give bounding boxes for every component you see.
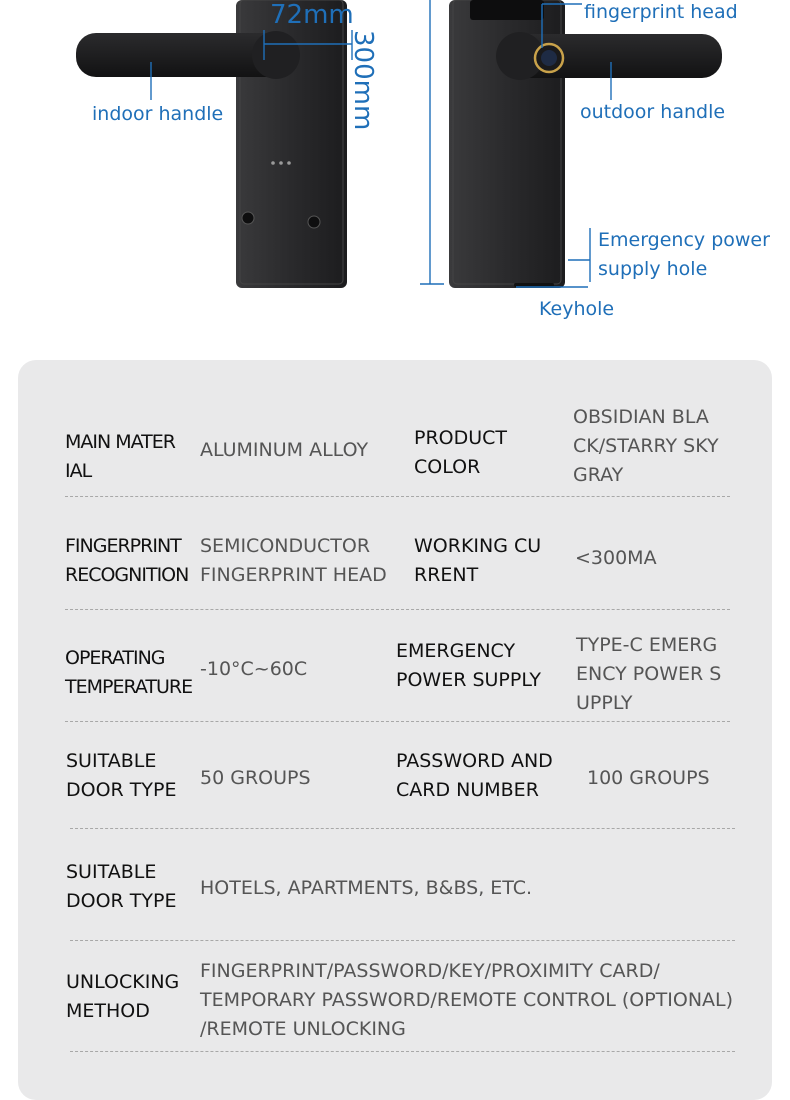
- product-color-value: OBSIDIAN BLA CK/STARRY SKY GRAY: [573, 406, 719, 486]
- fingerprint-head-callout: fingerprint head: [584, 1, 738, 23]
- emergency-power-supply-value: TYPE-C EMERG ENCY POWER S UPPLY: [576, 634, 722, 714]
- indoor-handle: [76, 31, 300, 79]
- indicator-dot: [271, 161, 275, 165]
- suitable-door-type-2-label: SUITABLE DOOR TYPE: [66, 861, 177, 912]
- working-current-value: <300MA: [575, 547, 657, 569]
- row-separator: [65, 496, 730, 497]
- outdoor-handle-callout: outdoor handle: [580, 101, 726, 123]
- fingerprint-recognition-value: SEMICONDUCTOR FINGERPRINT HEAD: [200, 535, 387, 586]
- suitable-door-type-value: 50 GROUPS: [200, 767, 311, 789]
- operating-temperature-label: OPERATING TEMPERATURE: [65, 647, 193, 698]
- product-color-label: PRODUCT COLOR: [414, 427, 508, 478]
- row-separator: [70, 940, 735, 941]
- row-separator: [65, 609, 730, 610]
- working-current-label: WORKING CU RRENT: [414, 535, 542, 586]
- screw-hole: [242, 212, 254, 224]
- screw-hole: [308, 216, 320, 228]
- operating-temperature-value: -10°C~60C: [200, 658, 308, 680]
- row-separator: [70, 1051, 735, 1052]
- lock-diagram: [0, 0, 790, 330]
- row-separator: [65, 721, 730, 722]
- indicator-dot: [279, 161, 283, 165]
- indoor-handle-callout: indoor handle: [92, 103, 224, 125]
- width-dimension-label: 72mm: [270, 0, 354, 30]
- password-card-number-value: 100 GROUPS: [587, 767, 710, 789]
- password-card-number-label: PASSWORD AND CARD NUMBER: [396, 750, 553, 801]
- unlocking-method-label: UNLOCKING METHOD: [66, 971, 180, 1022]
- unlocking-method-value: FINGERPRINT/PASSWORD/KEY/PROXIMITY CARD/ TEMPORARY PASSWORD/REMOTE CONTROL (OPTIONAL) /REMOTE UNLOCKING: [200, 960, 734, 1040]
- main-material-label: MAIN MATER IAL: [65, 431, 175, 482]
- indicator-dot: [287, 161, 291, 165]
- outdoor-handle: [496, 32, 722, 80]
- main-material-value: ALUMINUM ALLOY: [200, 439, 369, 461]
- emergency-power-callout: Emergency power supply hole: [598, 229, 770, 280]
- keyhole-callout: Keyhole: [539, 298, 615, 320]
- emergency-power-supply-label: EMERGENCY POWER SUPPLY: [396, 640, 541, 691]
- height-dimension-label: 300mm: [348, 30, 378, 131]
- suitable-door-type-2-value: HOTELS, APARTMENTS, B&BS, ETC.: [200, 877, 533, 899]
- row-separator: [70, 828, 735, 829]
- fingerprint-recognition-label: FINGERPRINT RECOGNITION: [65, 535, 189, 586]
- suitable-door-type-label: SUITABLE DOOR TYPE: [66, 750, 177, 801]
- keypad-window: [470, 0, 544, 20]
